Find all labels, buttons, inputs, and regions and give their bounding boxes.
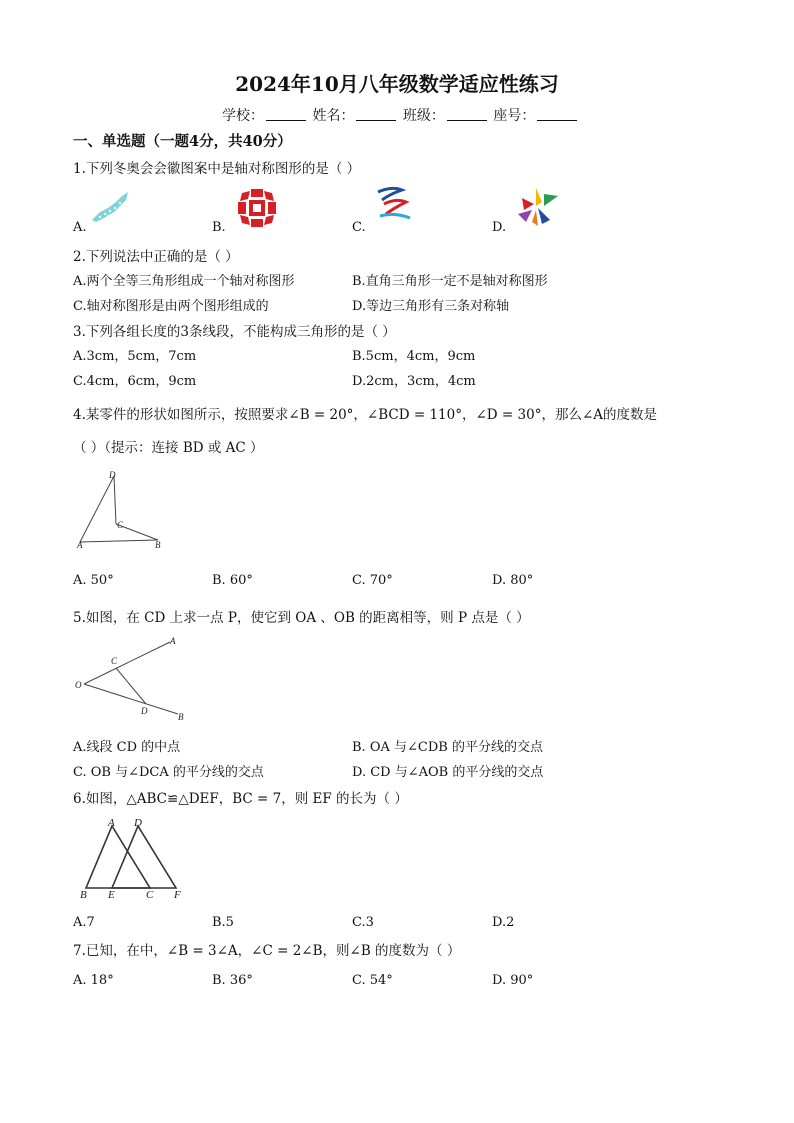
q6-option-a: A.7 [73,915,95,930]
class-label: 班级： [402,108,445,124]
q6-figure [76,818,186,902]
q5-figure [74,636,194,726]
q6-label-f: F [174,889,181,901]
q5-option-d: D. CD 与∠AOB 的平分线的交点 [352,765,544,780]
q1-stem: 1.下列冬奥会会徽图案中是轴对称图形的是（ ） [73,161,361,177]
q7-option-d: D. 90° [492,973,534,988]
q7-option-b: B. 36° [212,973,253,988]
school-blank[interactable] [266,108,306,121]
q1-option-b: B. [212,220,226,235]
q3-option-a: A.3cm，5cm，7cm [73,349,197,364]
q4-label-c: C [117,520,124,530]
q4-option-d: D. 80° [492,573,534,588]
school-label: 学校： [222,108,264,124]
emblem-d-icon [514,186,560,228]
q4-stem-line1: 4.某零件的形状如图所示，按照要求∠B = 20°，∠BCD = 110°，∠D = 30°，那么∠A的度数是 [73,407,657,423]
page-title: 2024年10月八年级数学适应性练习 [235,72,559,96]
q5-label-c: C [111,656,118,666]
q5-stem: 5.如图，在 CD 上求一点 P，使它到 OA 、OB 的距离相等，则 P 点是（ ） [73,610,530,626]
q4-stem-line2: （ ）（提示：连接 BD 或 AC ） [73,440,264,456]
emblem-b-icon [236,187,278,229]
q4-figure [76,472,166,550]
student-info-line [222,105,579,125]
q1-option-d: D. [492,220,507,235]
q5-label-a: A [170,636,176,646]
q3-option-c: C.4cm，6cm，9cm [73,374,197,389]
class-blank[interactable] [447,108,487,121]
q6-label-b: B [80,889,87,901]
seat-blank[interactable] [537,108,577,121]
q5-label-d: D [141,706,148,716]
q1-option-c: C. [352,220,366,235]
q5-label-b: B [178,712,184,722]
q5-option-c: C. OB 与∠DCA 的平分线的交点 [73,765,264,780]
emblem-a-icon [90,192,130,224]
q5-option-b: B. OA 与∠CDB 的平分线的交点 [352,740,543,755]
q6-label-d: D [134,817,142,829]
q3-option-b: B.5cm，4cm，9cm [352,349,476,364]
q4-option-a: A. 50° [73,573,114,588]
q4-option-b: B. 60° [212,573,253,588]
q5-label-o: O [75,680,82,690]
q6-option-d: D.2 [492,915,515,930]
q4-label-d: D [109,470,116,480]
q7-option-a: A. 18° [73,973,114,988]
q6-option-c: C.3 [352,915,374,930]
section-heading: 一、单选题（一题4分，共40分） [73,133,292,150]
q7-stem: 7.已知，在中，∠B = 3∠A，∠C = 2∠B，则∠B 的度数为（ ） [73,943,461,959]
q2-option-d: D.等边三角形有三条对称轴 [352,299,510,314]
q6-label-c: C [146,889,154,901]
emblem-c-icon [372,186,414,226]
q2-option-c: C.轴对称图形是由两个图形组成的 [73,299,269,314]
q6-label-e: E [108,889,115,901]
q1-option-a: A. [73,220,87,235]
q4-label-b: B [155,540,161,550]
q6-stem: 6.如图，△ABC≌△DEF，BC = 7，则 EF 的长为（ ） [73,791,408,807]
name-label: 姓名： [312,108,355,124]
q5-option-a: A.线段 CD 的中点 [73,740,181,755]
q2-option-a: A.两个全等三角形组成一个轴对称图形 [73,274,295,289]
q6-option-b: B.5 [212,915,234,930]
q7-option-c: C. 54° [352,973,393,988]
q2-option-b: B.直角三角形一定不是轴对称图形 [352,274,548,289]
name-blank[interactable] [356,108,396,121]
q6-label-a: A [108,817,115,829]
q2-stem: 2.下列说法中正确的是（ ） [73,249,239,265]
q3-option-d: D.2cm，3cm，4cm [352,374,476,389]
seat-label: 座号： [493,108,536,124]
q3-stem: 3.下列各组长度的3条线段，不能构成三角形的是（ ） [73,324,396,340]
q4-option-c: C. 70° [352,573,393,588]
q4-label-a: A [77,540,83,550]
